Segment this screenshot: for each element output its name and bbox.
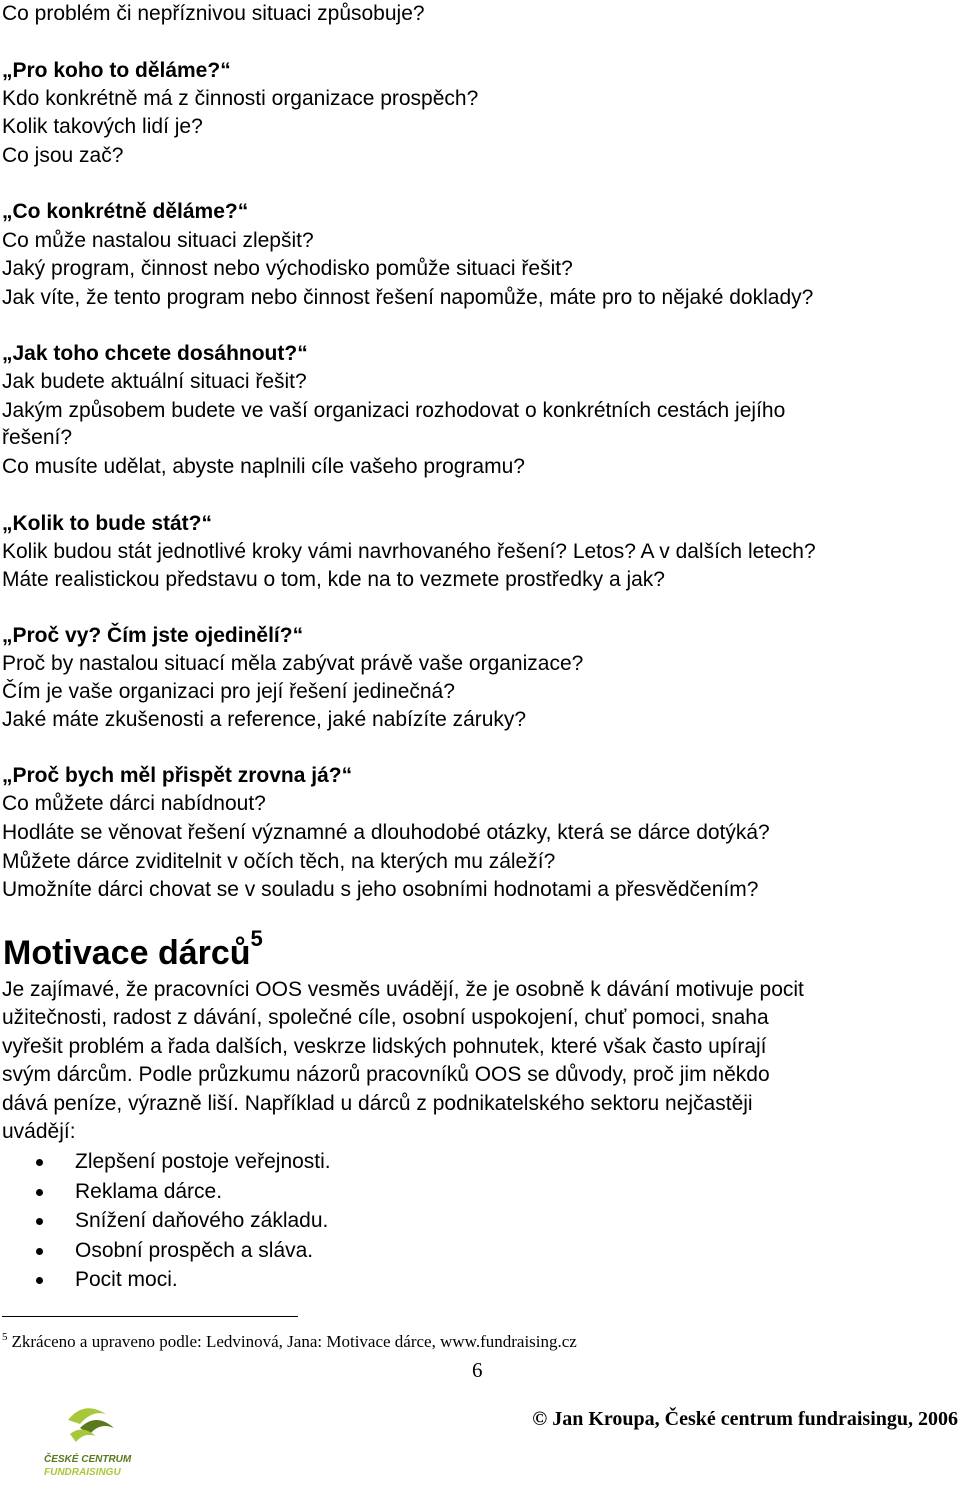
question-heading: „Proč bych měl přispět zrovna já?“ xyxy=(2,764,353,787)
bullet-icon xyxy=(36,1277,43,1284)
question-line: Co můžete dárci nabídnout? xyxy=(2,792,266,815)
page-number: 6 xyxy=(472,1358,483,1382)
list-item: Reklama dárce. xyxy=(75,1179,223,1203)
logo-mark-icon xyxy=(68,1408,114,1442)
heading-footnote-ref: 5 xyxy=(250,926,263,951)
bullet-icon xyxy=(36,1218,43,1225)
paragraph-line: užitečnosti, radost z dávání, společné cíle, osobní uspokojení, chuť pomoci, snaha xyxy=(2,1006,769,1030)
question-line: Umožníte dárci chovat se v souladu s jeho osobními hodnotami a přesvědčením? xyxy=(2,878,759,901)
section-heading-text: Motivace dárců xyxy=(3,934,251,972)
question-line: Můžete dárce zviditelnit v očích těch, na kterých mu záleží? xyxy=(2,850,556,873)
question-line: Co může nastalou situaci zlepšit? xyxy=(2,229,314,252)
question-heading: „Kolik to bude stát?“ xyxy=(2,512,212,535)
question-heading: „Co konkrétně děláme?“ xyxy=(2,200,249,223)
question-line: Co jsou zač? xyxy=(2,144,124,167)
list-item: Pocit moci. xyxy=(75,1268,178,1291)
question-line: Jaký program, činnost nebo východisko pomůže situaci řešit? xyxy=(2,257,573,280)
paragraph-line: uvádějí: xyxy=(2,1120,76,1143)
paragraph-line: dává peníze, výrazně liší. Například u dárců z podnikatelského sektoru nejčastěji xyxy=(2,1091,753,1115)
question-line: řešení? xyxy=(2,426,73,449)
footnote-number: 5 xyxy=(2,1331,8,1343)
question-heading: „Jak toho chcete dosáhnout?“ xyxy=(2,342,308,365)
paragraph-line: svým dárcům. Podle průzkumu názorů pracovníků OOS se důvody, proč jim někdo xyxy=(2,1063,770,1087)
question-heading: „Pro koho to děláme?“ xyxy=(2,59,231,82)
question-line: Jak budete aktuální situaci řešit? xyxy=(2,370,307,393)
section-heading xyxy=(3,926,263,975)
footnote-rule xyxy=(2,1316,298,1317)
copyright-notice: © Jan Kroupa, České centrum fundraisingu, 2006 xyxy=(532,1408,958,1430)
paragraph-line: Je zajímavé, že pracovníci OOS vesměs uvádějí, že je osobně k dávání motivuje pocit xyxy=(2,978,804,1001)
question-line: Co problém či nepříznivou situaci způsobuje? xyxy=(2,2,425,25)
question-line: Proč by nastalou situací měla zabývat právě vaše organizace? xyxy=(2,652,584,675)
question-line: Jak víte, že tento program nebo činnost řešení napomůže, máte pro to nějaké doklady? xyxy=(2,286,814,309)
list-item: Osobní prospěch a sláva. xyxy=(75,1238,314,1262)
bullet-icon xyxy=(36,1159,43,1166)
question-line: Jakým způsobem budete ve vaší organizaci rozhodovat o konkrétních cestách jejího xyxy=(2,399,786,422)
paragraph-line: vyřešit problém a řada dalších, veskrze lidských pohnutek, které však často upírají xyxy=(2,1034,767,1058)
list-item: Snížení daňového základu. xyxy=(75,1209,329,1232)
question-line: Jaké máte zkušenosti a reference, jaké nabízíte záruky? xyxy=(2,708,527,731)
question-line: Hodláte se věnovat řešení významné a dlouhodobé otázky, která se dárce dotýká? xyxy=(2,821,770,844)
bullet-icon xyxy=(36,1248,43,1255)
question-line: Čím je vaše organizaci pro její řešení jedinečná? xyxy=(2,680,455,703)
question-heading: „Proč vy? Čím jste ojedinělí?“ xyxy=(2,624,304,647)
bullet-icon xyxy=(36,1189,43,1196)
question-line: Máte realistickou představu o tom, kde na to vezmete prostředky a jak? xyxy=(2,568,665,591)
fundraising-logo xyxy=(40,1400,150,1480)
list-item: Zlepšení postoje veřejnosti. xyxy=(75,1150,331,1173)
logo-line2: FUNDRAISINGU xyxy=(44,1467,121,1478)
question-line: Kolik takových lidí je? xyxy=(2,115,203,138)
question-line: Kdo konkrétně má z činnosti organizace prospěch? xyxy=(2,87,479,110)
footnote xyxy=(2,1330,577,1354)
footnote-text: Zkráceno a upraveno podle: Ledvinová, Jana: Motivace dárce, www.fundraising.cz xyxy=(11,1332,577,1351)
question-line: Co musíte udělat, abyste naplnili cíle vašeho programu? xyxy=(2,455,525,478)
question-line: Kolik budou stát jednotlivé kroky vámi navrhovaného řešení? Letos? A v dalších letech? xyxy=(2,540,816,563)
logo-line1: ČESKÉ CENTRUM xyxy=(44,1454,132,1465)
